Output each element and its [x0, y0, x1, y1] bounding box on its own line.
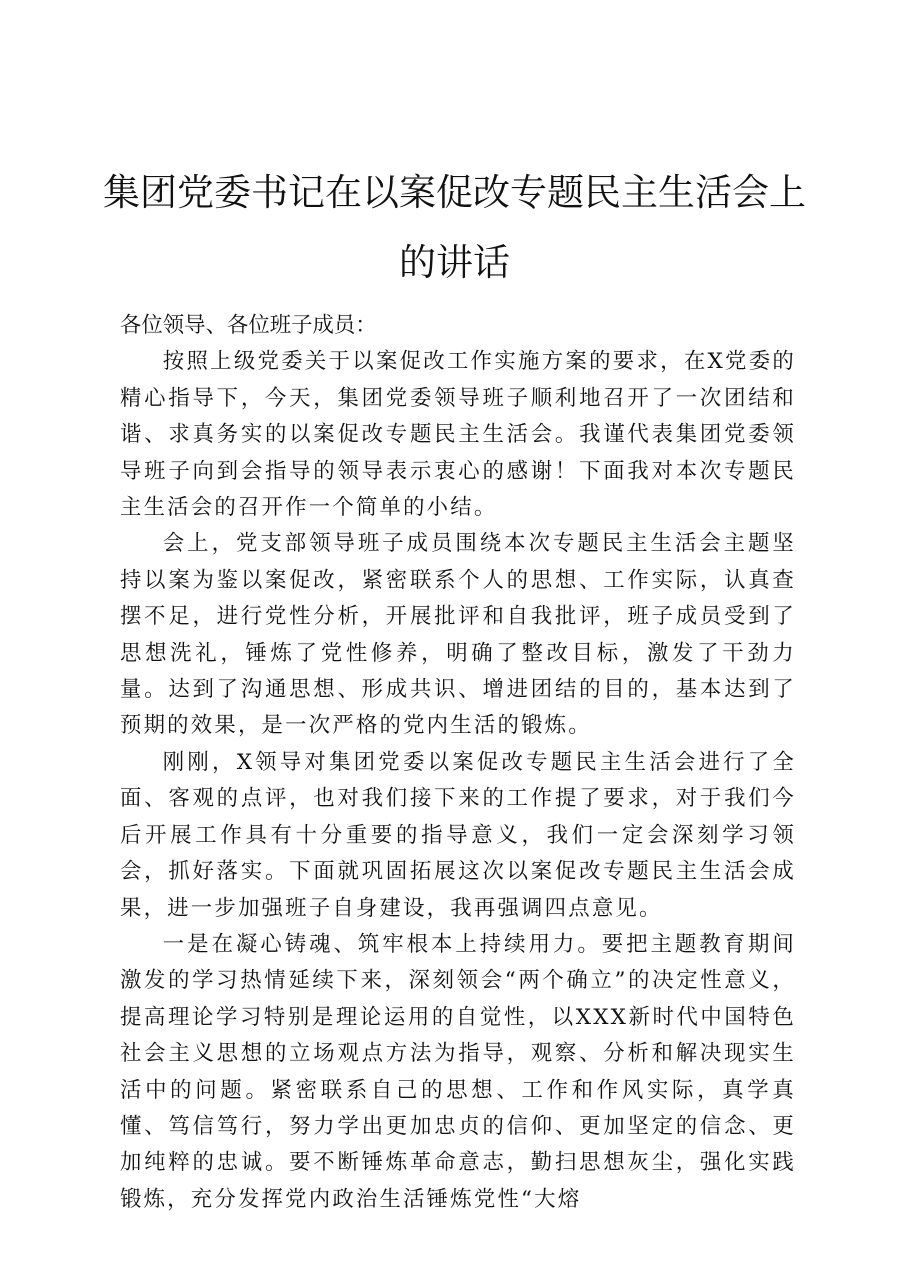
document-title: 集团党委书记在以案促改专题民主生活会上的讲话: [103, 171, 806, 284]
paragraph-point-one: 一是在凝心铸魂、筑牢根本上持续用力。要把主题教育期间激发的学习热情延续下来，深刻领会“两个确立”的决定性意义，提高理论学习特别是理论运用的自觉性，以XXX新时代中国特色社会主义思想的立场观点方法为指导，观察、分析和解决现实生活中的问题。紧密联系自己的思想、工作和作风实际，真学真懂、笃信笃行，努力学出更加忠贞的信仰、更加坚定的信念、更加纯粹的忠诚。要不断锤炼革命意志，勤扫思想灰尘，强化实践锻炼，充分发挥党内政治生活锤炼党性“大熔: [120, 931, 796, 1212]
paragraph-meeting-summary: 会上，党支部领导班子成员围绕本次专题民主生活会主题坚持以案为鉴以案促改，紧密联系个人的思想、工作实际，认真查摆不足，进行党性分析，开展批评和自我批评，班子成员受到了思想洗礼，锤炼了党性修养，明确了整改目标，激发了干劲力量。达到了沟通思想、形成共识、增进团结的目的，基本达到了预期的效果，是一次严格的党内生活的锻炼。: [120, 531, 796, 739]
salutation: 各位领导、各位班子成员：: [120, 313, 377, 338]
document-body: [120, 308, 796, 1218]
paragraph-leader-review: 刚刚，X领导对集团党委以案促改专题民主生活会进行了全面、客观的点评，也对我们接下来的工作提了要求，对于我们今后开展工作具有十分重要的指导意义，我们一定会深刻学习领会，抓好落实。下面就巩固拓展这次以案促改专题民主生活会成果，进一步加强班子自身建设，我再强调四点意见。: [120, 749, 796, 921]
paragraph-intro: 按照上级党委关于以案促改工作实施方案的要求，在X党委的精心指导下，今天，集团党委领导班子顺利地召开了一次团结和谐、求真务实的以案促改专题民主生活会。我谨代表集团党委领导班子向到会指导的领导表示衷心的感谢！下面我对本次专题民主生活会的召开作一个简单的小结。: [120, 349, 796, 521]
